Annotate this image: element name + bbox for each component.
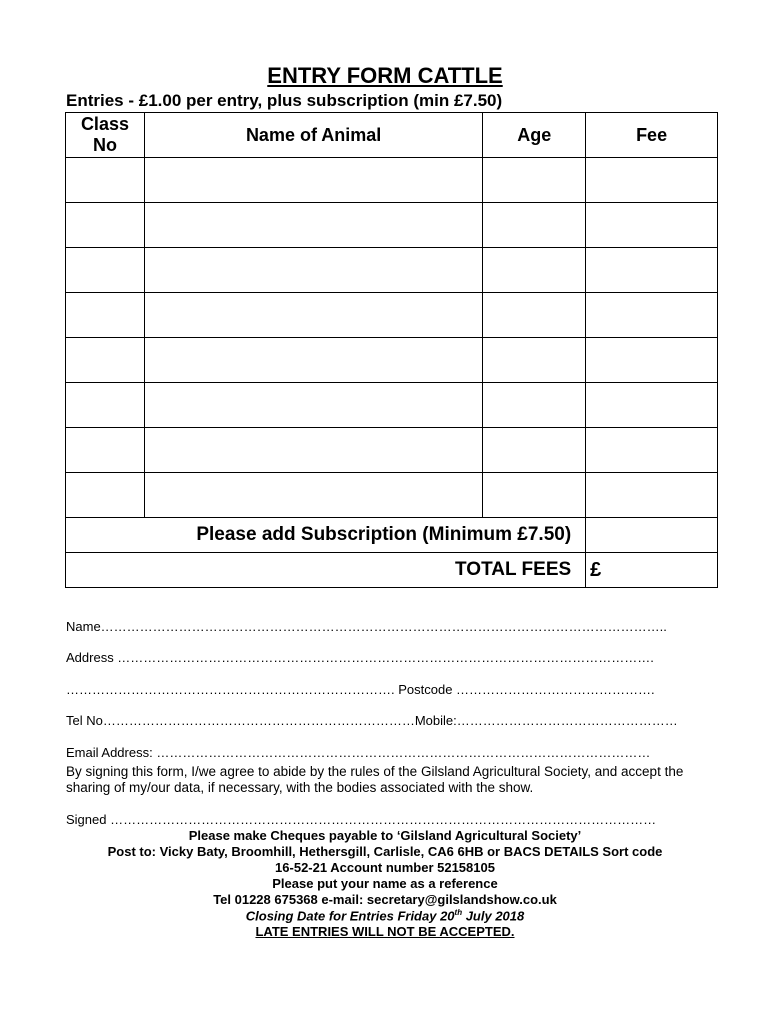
fee-cell[interactable] (586, 293, 718, 338)
postal-address: Post to: Vicky Baty, Broomhill, Hethersgill, Carlisle, CA6 6HB or BACS DETAILS Sort code (107, 844, 663, 859)
currency-symbol: £ (590, 558, 602, 581)
age-cell[interactable] (483, 203, 586, 248)
fee-cell[interactable] (586, 203, 718, 248)
closing-date: Closing Date for Entries Friday 20th July 2018 (245, 908, 525, 924)
bank-details: 16-52-21 Account number 52158105 (275, 860, 495, 875)
class-no-cell[interactable] (66, 293, 145, 338)
animal-name-cell[interactable] (144, 338, 482, 383)
animal-name-cell[interactable] (144, 473, 482, 518)
class-no-header: Class No (66, 113, 145, 158)
table-row (66, 293, 718, 338)
animal-name-cell[interactable] (144, 203, 482, 248)
table-row (66, 428, 718, 473)
animal-name-cell[interactable] (144, 428, 482, 473)
tel-mobile-field[interactable]: Tel No………………………………………………………………Mobile:…………………………………………… (66, 713, 678, 728)
fee-cell[interactable] (586, 338, 718, 383)
fee-cell[interactable] (586, 248, 718, 293)
age-cell[interactable] (483, 248, 586, 293)
contact-details: Tel 01228 675368 e-mail: secretary@gilslandshow.co.uk (213, 892, 557, 907)
fee-cell[interactable] (586, 158, 718, 203)
animal-name-cell[interactable] (144, 158, 482, 203)
age-cell[interactable] (483, 383, 586, 428)
entry-table (65, 112, 718, 588)
address-field[interactable]: Address ……………………………………………………………………………………………………………. (66, 650, 654, 665)
table-row (66, 203, 718, 248)
agreement-text: By signing this form, I/we agree to abide by the rules of the Gilsland Agricultural Society, and accept the sharing of my/our data, if necessary, with the bodies associated with the show. (66, 764, 684, 795)
subscription-row (66, 518, 718, 553)
signature-field[interactable]: Signed ……………………………………………………………………………………………………………… (66, 812, 657, 827)
email-field[interactable]: Email Address: …………………………………………………………………………………………………… (66, 745, 651, 760)
total-row (66, 553, 718, 588)
age-cell[interactable] (483, 158, 586, 203)
table-row (66, 248, 718, 293)
animal-name-cell[interactable] (144, 383, 482, 428)
table-row (66, 473, 718, 518)
class-no-cell[interactable] (66, 338, 145, 383)
class-no-cell[interactable] (66, 383, 145, 428)
animal-name-cell[interactable] (144, 248, 482, 293)
class-no-cell[interactable] (66, 428, 145, 473)
subscription-label: Please add Subscription (Minimum £7.50) (66, 518, 586, 553)
class-no-cell[interactable] (66, 248, 145, 293)
class-no-cell[interactable] (66, 473, 145, 518)
age-header: Age (483, 113, 586, 158)
form-title: ENTRY FORM CATTLE (267, 63, 503, 88)
name-field[interactable]: Name………………………………………………………………………………………………………………….. (66, 619, 667, 634)
address-postcode-field[interactable]: …………………………………………………………………. Postcode ………………………………………. (66, 682, 655, 697)
total-fees-cell[interactable] (586, 553, 718, 588)
fee-cell[interactable] (586, 383, 718, 428)
animal-name-cell[interactable] (144, 293, 482, 338)
table-row (66, 158, 718, 203)
class-no-cell[interactable] (66, 158, 145, 203)
fee-cell[interactable] (586, 428, 718, 473)
name-of-animal-header: Name of Animal (144, 113, 482, 158)
table-row (66, 338, 718, 383)
age-cell[interactable] (483, 473, 586, 518)
reference-note: Please put your name as a reference (272, 876, 498, 891)
age-cell[interactable] (483, 293, 586, 338)
age-cell[interactable] (483, 428, 586, 473)
entry-fee-note: Entries - £1.00 per entry, plus subscription (min £7.50) (66, 91, 503, 110)
class-no-cell[interactable] (66, 203, 145, 248)
table-header-row (66, 113, 718, 158)
total-fees-label: TOTAL FEES (66, 553, 586, 588)
subscription-fee-cell[interactable] (586, 518, 718, 553)
fee-header: Fee (586, 113, 718, 158)
table-row (66, 383, 718, 428)
late-entries-warning: LATE ENTRIES WILL NOT BE ACCEPTED. (255, 924, 515, 939)
cheque-instruction: Please make Cheques payable to ‘Gilsland Agricultural Society’ (188, 828, 582, 843)
age-cell[interactable] (483, 338, 586, 383)
fee-cell[interactable] (586, 473, 718, 518)
